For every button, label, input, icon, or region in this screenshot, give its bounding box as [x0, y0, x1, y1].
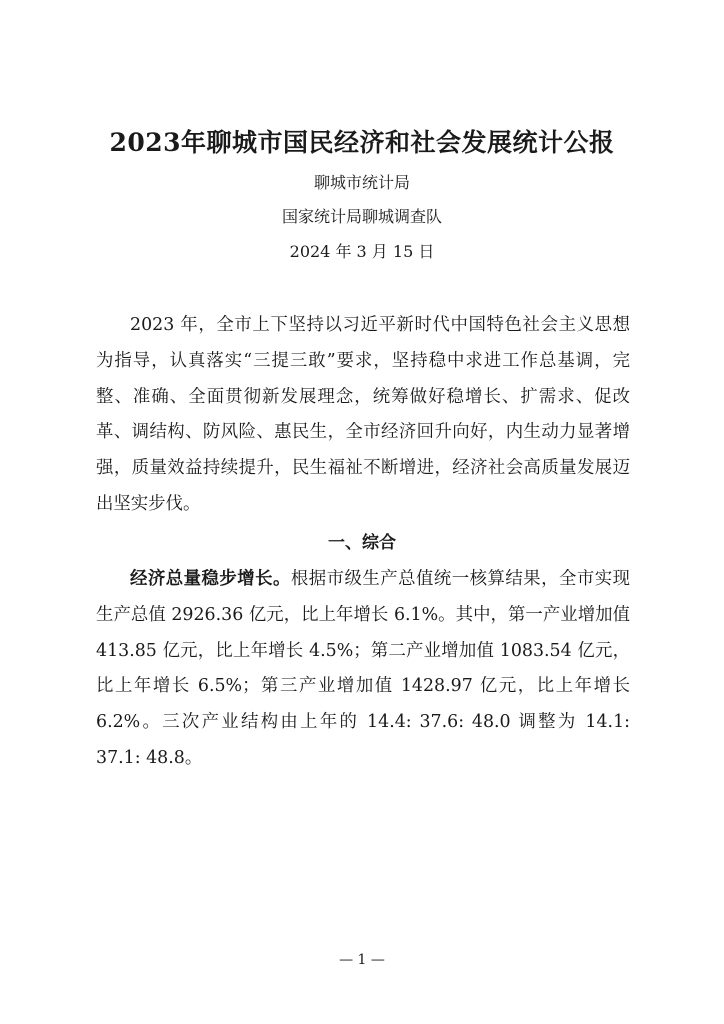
page-number: — 1 — — [339, 952, 385, 968]
section-heading-overview: 一、综合 — [328, 533, 396, 553]
intro-paragraph: 2023 年，全市上下坚持以习近平新时代中国特色社会主义思想为指导，认真落实“三提三敢”要求，坚持稳中求进工作总基调，完整、准确、全面贯彻新发展理念，统筹做好稳增长、扩需求、促改革、调结构、防风险、惠民生，全市经济回升向好，内生动力显著增强，质量效益持续提升，民生福祉不断增进，经济社会高质量发展迈出坚实步伐。 — [96, 315, 630, 514]
document-title: 2023年聊城市国民经济和社会发展统计公报 — [109, 128, 615, 157]
overview-body-text: 根据市级生产总值统一核算结果，全市实现生产总值 2926.36 亿元，比上年增长 6.1%。其中，第一产业增加值 413.85 亿元，比上年增长 4.5%；第二产业增加值 1083.54 亿元，比上年增长 6.5%；第三产业增加值 1428.97 亿元，比上年增长 6.2%。三次产业结构由上年的 14.4: 37.6: 48.0 调整为 14.1: 37.1: 48.8。 — [96, 569, 630, 768]
issuer-statistics-bureau: 聊城市统计局 — [313, 173, 410, 192]
issuer-survey-team: 国家统计局聊城调查队 — [281, 207, 442, 226]
overview-paragraph — [96, 562, 630, 777]
overview-lead-sentence: 经济总量稳步增长。 — [130, 569, 291, 589]
publish-date: 2024 年 3 月 15 日 — [289, 242, 435, 261]
